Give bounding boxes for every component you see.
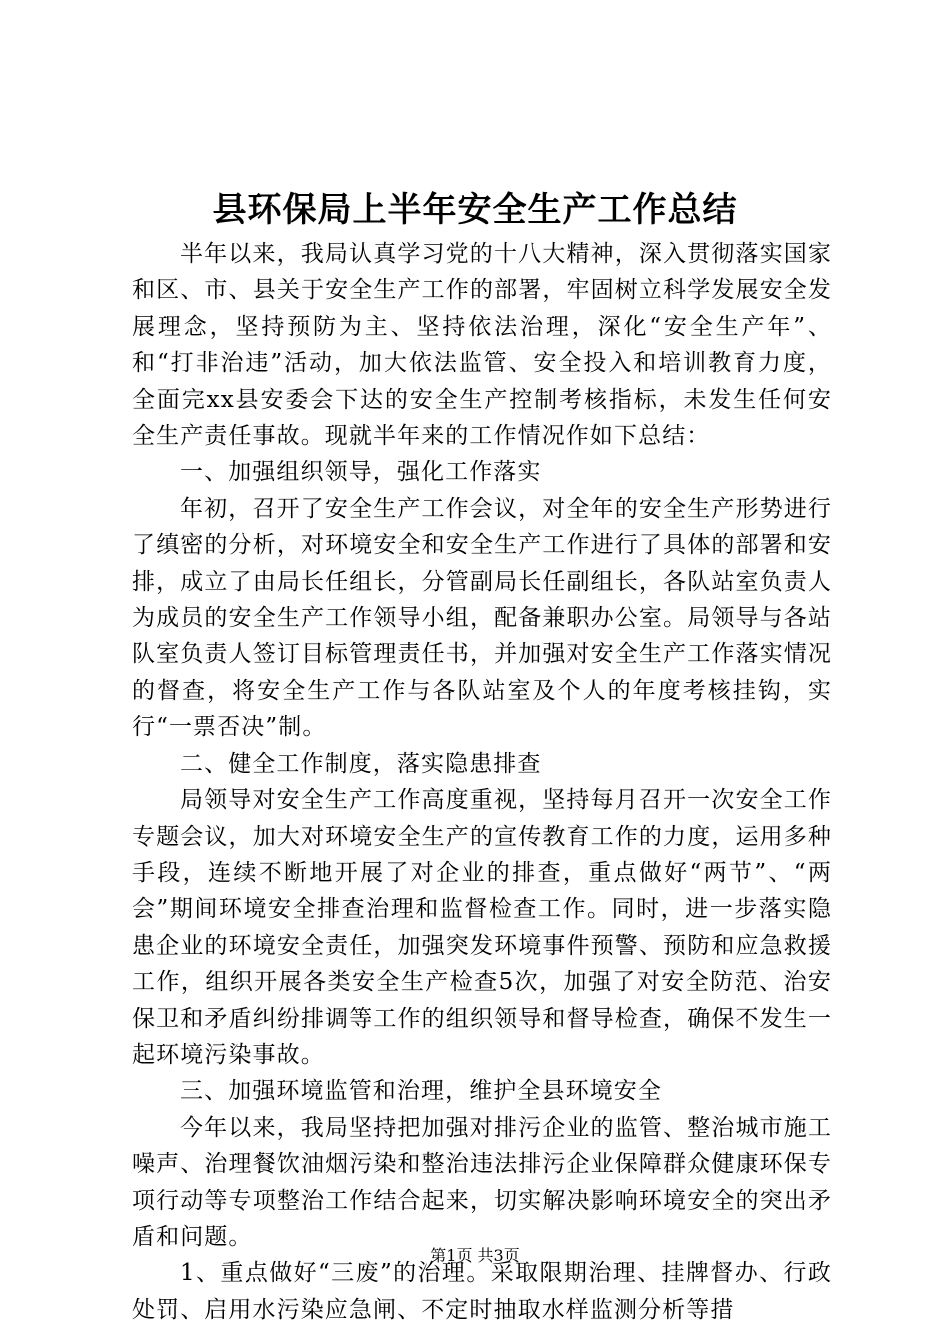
section-3-paragraph: 今年以来，我局坚持把加强对排污企业的监管、整治城市施工噪声、治理餐饮油烟污染和整治违法排污企业保障群众健康环保专项行动等专项整治工作结合起来，切实解决影响环境安全的突出矛盾和问题。 [132, 1114, 832, 1250]
page-footer: 第1页 共3页 [430, 1246, 520, 1265]
section-heading-3: 三、加强环境监管和治理，维护全县环境安全 [180, 1078, 662, 1105]
section-3-item-1-paragraph: 1、重点做好“三废”的治理。采取限期治理、挂牌督办、行政处罚、启用水污染应急闸、不定时抽取水样监测分析等措 [132, 1260, 832, 1323]
section-heading-1: 一、加强组织领导，强化工作落实 [180, 459, 542, 486]
section-heading-2: 二、健全工作制度，落实隐患排查 [180, 750, 542, 777]
document-body [132, 236, 832, 1328]
section-1-paragraph: 年初，召开了安全生产工作会议，对全年的安全生产形势进行了缜密的分析，对环境安全和安全生产工作进行了具体的部署和安排，成立了由局长任组长，分管副局长任副组长，各队站室负责人为成员的安全生产工作领导小组，配备兼职办公室。局领导与各站队室负责人签订目标管理责任书，并加强对安全生产工作落实情况的督查，将安全生产工作与各队站室及个人的年度考核挂钩，实行“一票否决”制。 [132, 495, 832, 741]
intro-paragraph: 半年以来，我局认真学习党的十八大精神，深入贯彻落实国家和区、市、县关于安全生产工作的部署，牢固树立科学发展安全发展理念，坚持预防为主、坚持依法治理，深化“安全生产年”、和“打非治违”活动，加大依法监管、安全投入和培训教育力度，全面完xx县安委会下达的安全生产控制考核指标，未发生任何安全生产责任事故。现就半年来的工作情况作如下总结： [132, 241, 832, 450]
section-2-paragraph: 局领导对安全生产工作高度重视，坚持每月召开一次安全工作专题会议，加大对环境安全生产的宣传教育工作的力度，运用多种手段，连续不断地开展了对企业的排查，重点做好“两节”、“两会”期间环境安全排查治理和监督检查工作。同时，进一步落实隐患企业的环境安全责任，加强突发环境事件预警、预防和应急救援工作，组织开展各类安全生产检查5次，加强了对安全防范、治安保卫和矛盾纠纷排调等工作的组织领导和督导检查，确保不发生一起环境污染事故。 [132, 787, 832, 1068]
document-title: 县环保局上半年安全生产工作总结 [212, 190, 738, 230]
